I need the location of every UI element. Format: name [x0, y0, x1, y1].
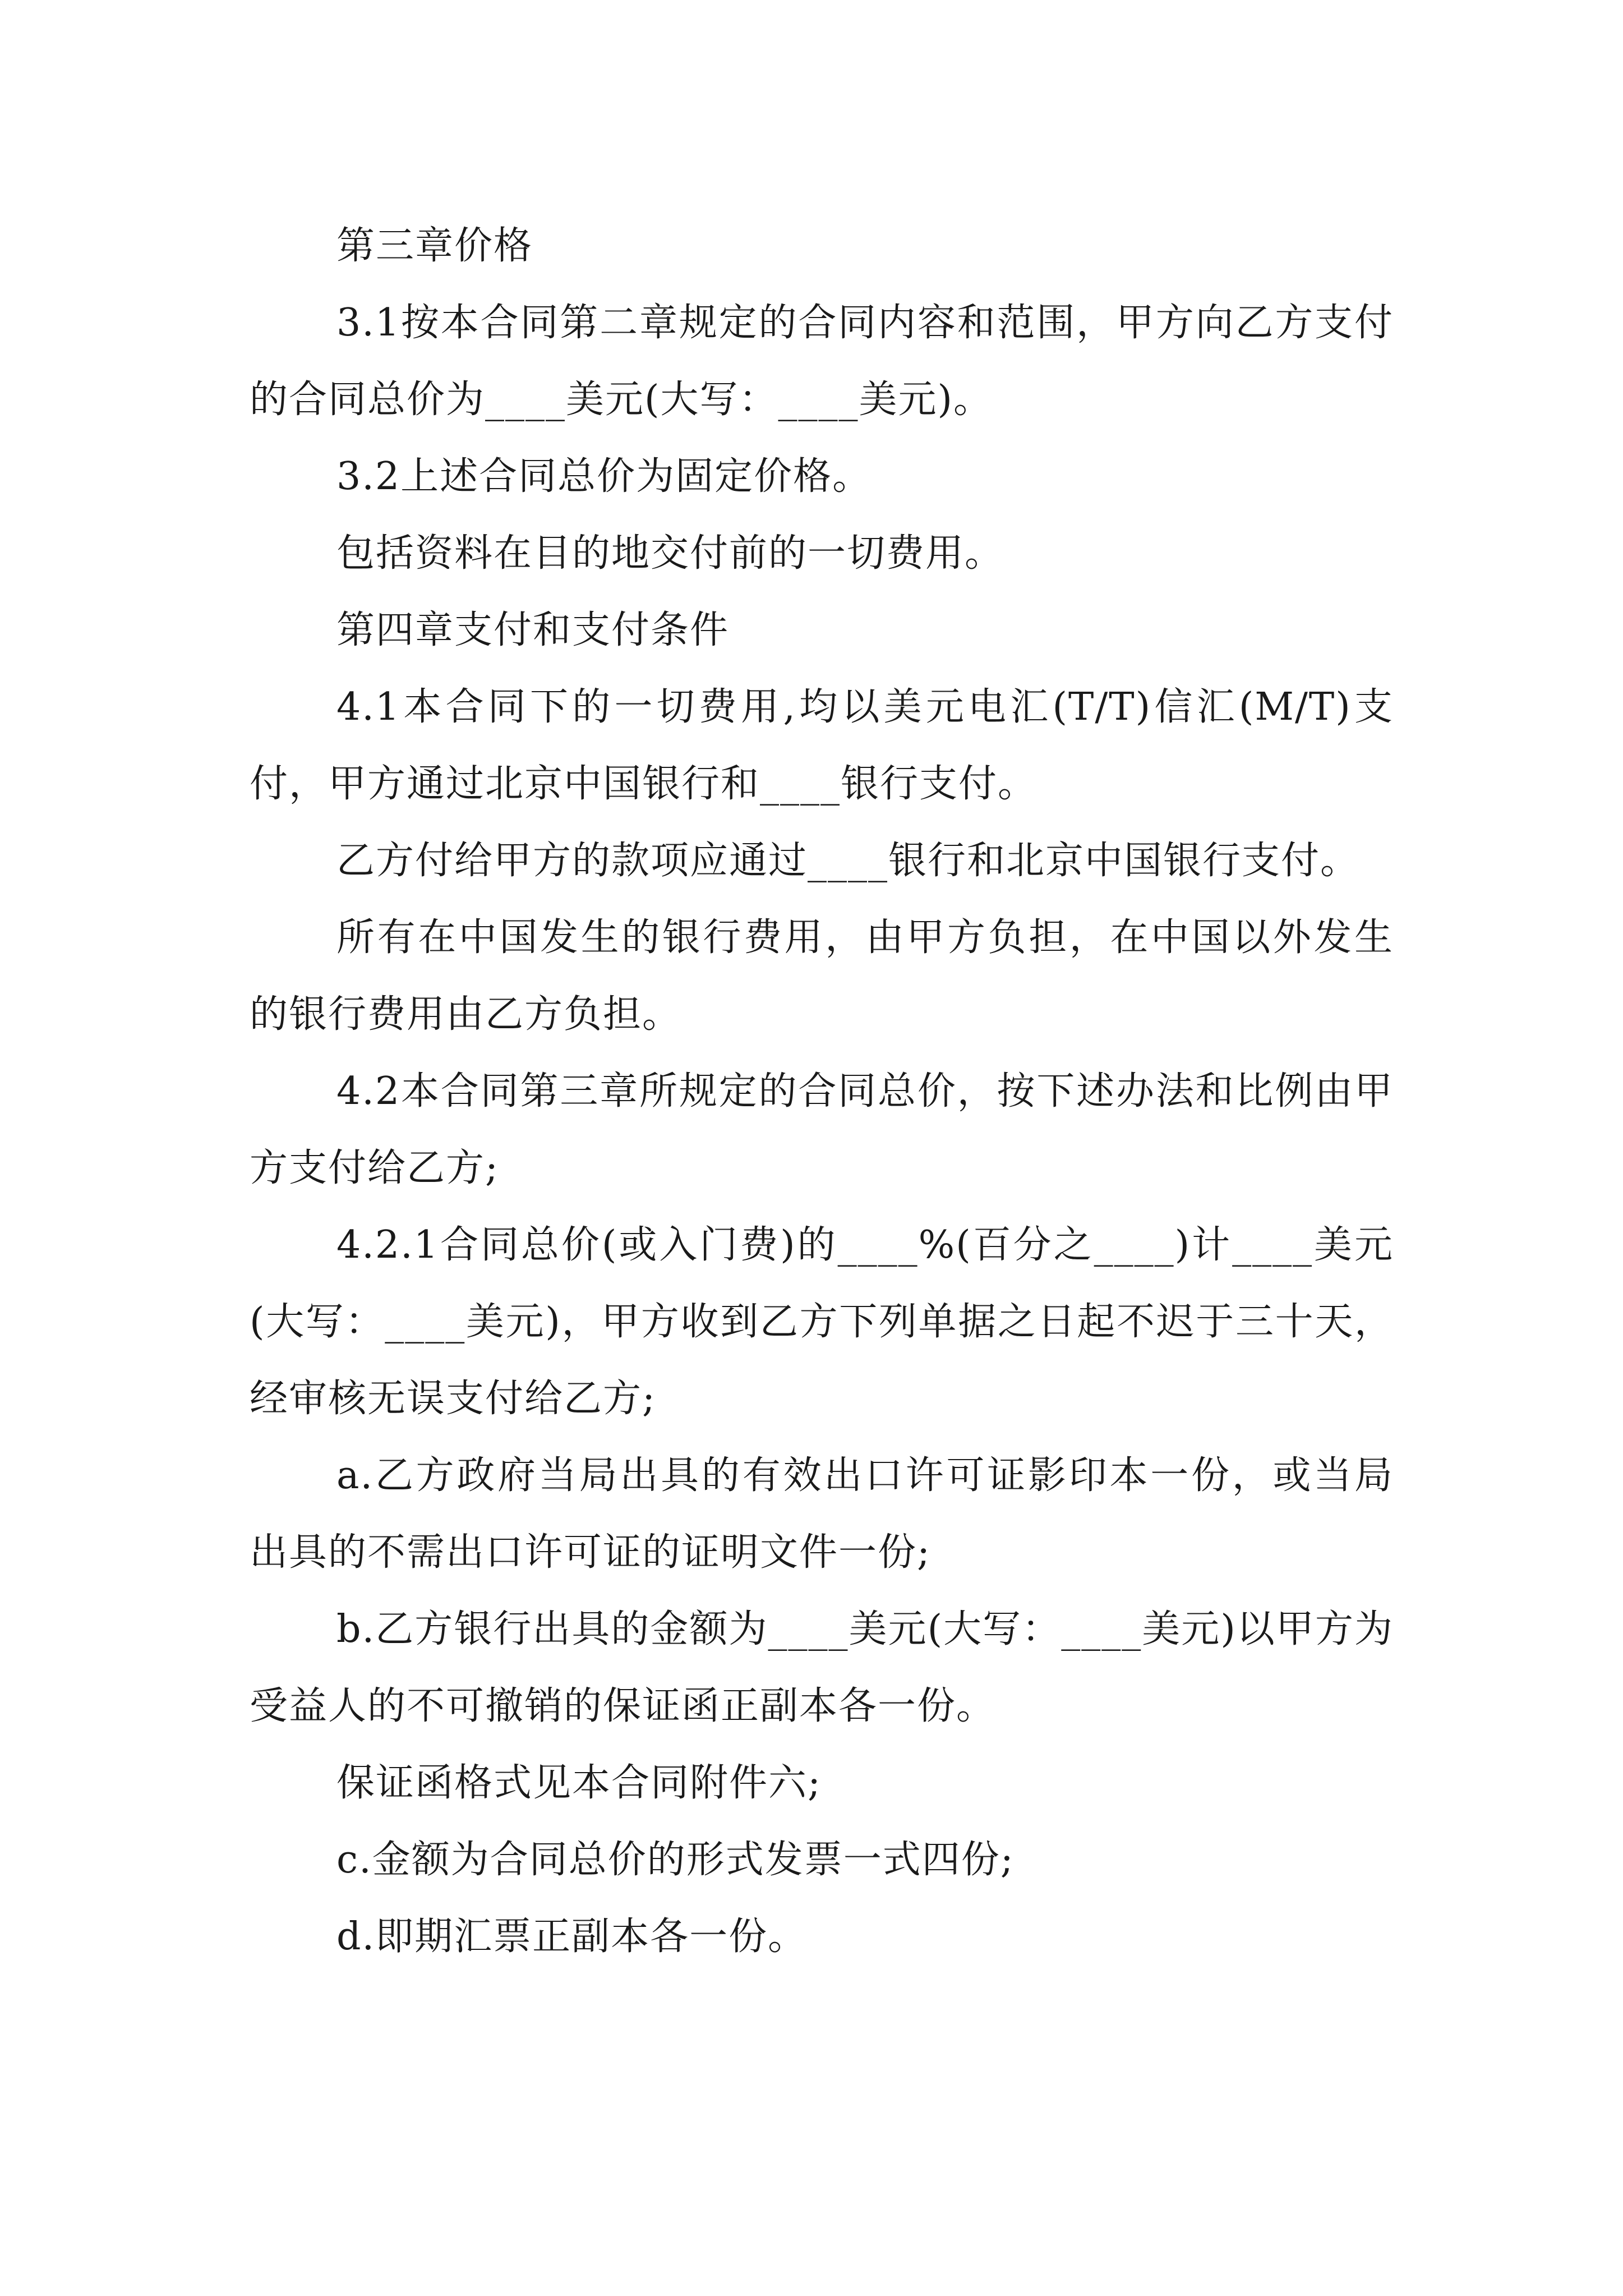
clause-3-2: 3.2上述合同总价为固定价格。 [336, 454, 872, 499]
chapter-4-heading: 第四章支付和支付条件 [336, 608, 730, 652]
clause-3-1: 3.1按本合同第二章规定的合同内容和范围，甲方向乙方支付的合同总价为____美元(大写：____美元)。 [250, 301, 1394, 422]
document-item-b: b.乙方银行出具的金额为____美元(大写：____美元)以甲方为受益人的不可撤销的保证函正副本各一份。 [250, 1607, 1394, 1728]
clause-4-2-1: 4.2.1合同总价(或入门费)的____%(百分之____)计____美元(大写：____美元)，甲方收到乙方下列单据之日起不迟于三十天，经审核无误支付给乙方; [250, 1223, 1394, 1421]
clause-4-1-payment-route: 乙方付给甲方的款项应通过____银行和北京中国银行支付。 [336, 839, 1360, 883]
document-item-d: d.即期汇票正副本各一份。 [336, 1915, 808, 1959]
document-item-c: c.金额为合同总价的形式发票一式四份; [336, 1838, 1015, 1882]
clause-3-2-note: 包括资料在目的地交付前的一切费用。 [336, 531, 1004, 576]
clause-4-1-bank-fees: 所有在中国发生的银行费用，由甲方负担，在中国以外发生的银行费用由乙方负担。 [250, 915, 1394, 1037]
clause-4-2: 4.2本合同第三章所规定的合同总价，按下述办法和比例由甲方支付给乙方; [250, 1069, 1394, 1190]
document-item-a: a.乙方政府当局出具的有效出口许可证影印本一份，或当局出具的不需出口许可证的证明文件一份; [250, 1453, 1394, 1575]
clause-4-1: 4.1本合同下的一切费用,均以美元电汇(T/T)信汇(M/T)支付，甲方通过北京中国银行和____银行支付。 [250, 685, 1394, 806]
chapter-3-heading: 第三章价格 [336, 224, 533, 268]
document-body [250, 208, 1394, 1975]
guarantee-format-note: 保证函格式见本合同附件六; [336, 1761, 822, 1805]
